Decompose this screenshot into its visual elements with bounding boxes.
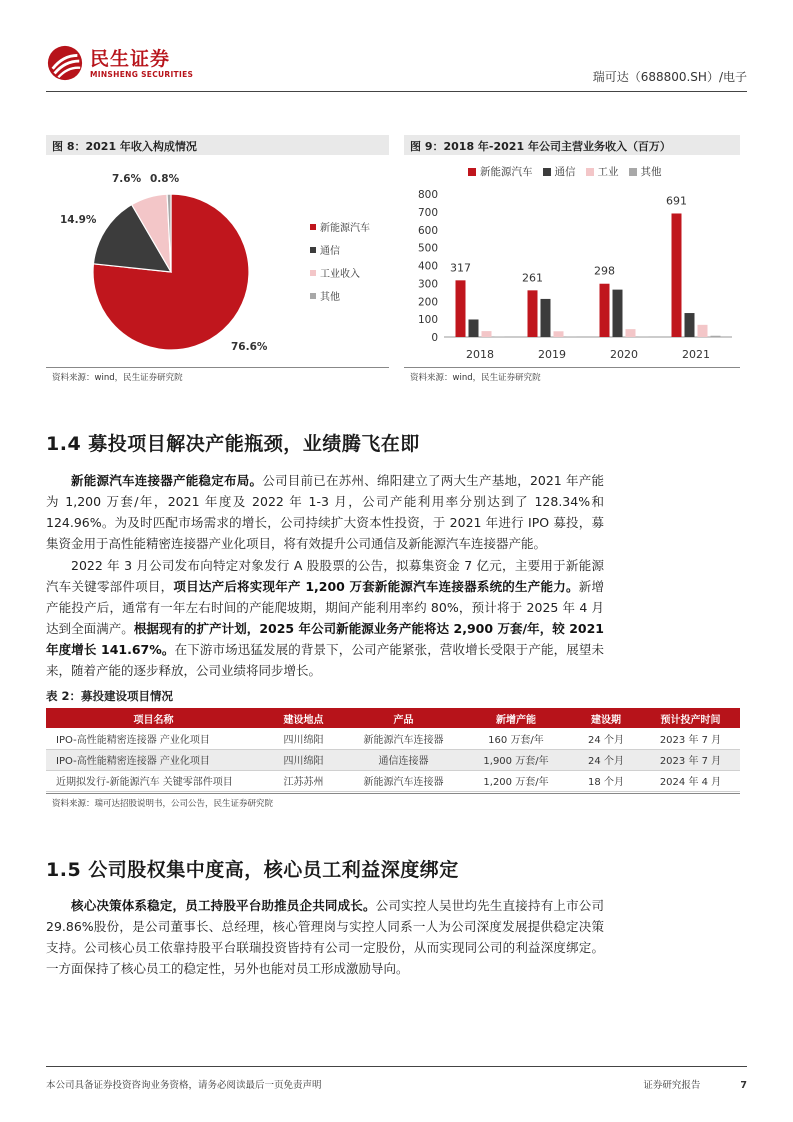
section-1-5-paragraph-1 <box>46 895 604 979</box>
page-header <box>46 38 747 92</box>
bar-data-label: 317 <box>450 261 471 275</box>
table-cell: 通信连接器 <box>346 749 461 770</box>
bar-data-label: 691 <box>666 194 687 208</box>
projects-table <box>46 708 740 792</box>
bar-data-label: 298 <box>594 264 615 278</box>
bar-legend-item: 通信 <box>543 164 576 179</box>
section-1-5-title: 1.5 公司股权集中度高，核心员工利益深度绑定 <box>46 859 459 881</box>
stock-tag: 瑞可达（688800.SH）/电子 <box>592 70 747 84</box>
pie-legend <box>310 215 370 307</box>
table-header-cell: 新增产能 <box>461 708 571 728</box>
minsheng-logo-icon <box>46 44 84 82</box>
pie-label-industrial: 7.6% <box>112 173 142 185</box>
y-tick-label: 800 <box>417 189 438 201</box>
figure8-rule <box>46 367 389 368</box>
table-cell: 24 个月 <box>571 728 641 749</box>
table-row <box>46 749 740 770</box>
table-cell: 2023 年 7 月 <box>641 749 740 770</box>
pie-legend-item: 新能源汽车 <box>310 215 370 238</box>
table2-rule <box>46 793 740 794</box>
paragraph-lead: 核心决策体系稳定，员工持股平台助推员企共同成长。 <box>71 898 376 913</box>
section-1-4-paragraph-1 <box>46 470 604 554</box>
figure8-source: 资料来源：wind，民生证券研究院 <box>52 373 183 383</box>
pie-legend-item: 其他 <box>310 284 370 307</box>
section-1-4-title: 1.4 募投项目解决产能瓶颈，业绩腾飞在即 <box>46 433 420 455</box>
table-cell: 1,200 万套/年 <box>461 770 571 791</box>
bar <box>456 280 466 337</box>
table-cell: 18 个月 <box>571 770 641 791</box>
bar <box>469 319 479 337</box>
page-footer <box>46 1066 747 1091</box>
paragraph-emphasis: 项目达产后将实现年产 1,200 万套新能源汽车连接器系统的生产能力。 <box>173 579 579 594</box>
y-tick-label: 700 <box>417 206 438 219</box>
table-header-cell: 建设期 <box>571 708 641 728</box>
table-cell: 四川绵阳 <box>261 749 346 770</box>
bar-data-label: 261 <box>522 271 543 285</box>
table-header-cell: 项目名称 <box>46 708 261 728</box>
paragraph-lead: 新能源汽车连接器产能稳定布局。 <box>71 473 263 488</box>
bar <box>567 336 577 337</box>
y-tick-label: 300 <box>417 278 438 291</box>
bar <box>554 331 564 337</box>
table-header-cell: 预计投产时间 <box>641 708 740 728</box>
logo-name-en: MINSHENG SECURITIES <box>90 70 194 79</box>
paragraph-text: 公司实控人吴世均先生直接持有上市公司 29.86%股份，是公司董事长、总经理，核心管理岗与实控人同系一人为公司深度发展提供稳定决策支持。公司核心员工依靠持股平台联瑞投资皆持有公司一定股份，从而实现同公司的利益深度绑定。一方面保持了核心员工的稳定性，另外也能对员工形成激励导向。 <box>46 898 604 976</box>
pie-legend-item: 工业收入 <box>310 261 370 284</box>
bar-chart <box>404 180 740 365</box>
table-cell: 四川绵阳 <box>261 728 346 749</box>
figure9-source: 资料来源：wind，民生证券研究院 <box>410 373 541 383</box>
y-tick-label: 400 <box>417 260 438 273</box>
bar <box>626 329 636 337</box>
y-tick-label: 200 <box>417 296 438 309</box>
bar <box>711 336 721 337</box>
x-tick-label: 2021 <box>682 348 710 361</box>
bar-legend-item: 工业 <box>586 164 619 179</box>
logo-name-cn: 民生证券 <box>90 48 171 70</box>
y-tick-label: 500 <box>417 242 438 255</box>
figure9-title: 图 9：2018 年-2021 年公司主营业务收入（百万） <box>404 135 740 155</box>
pie-legend-item: 通信 <box>310 238 370 261</box>
table-cell: 2023 年 7 月 <box>641 728 740 749</box>
bar-legend <box>468 164 662 179</box>
bar <box>541 299 551 337</box>
table-cell: 江苏苏州 <box>261 770 346 791</box>
bar <box>600 284 610 337</box>
figure8-title: 图 8：2021 年收入构成情况 <box>46 135 389 155</box>
paragraph-text: 公司目前已在苏州、绵阳建立了两大生产基地，2021 年产能为 1,200 万套/年，2021 年度及 2022 年 1-3 月，公司产能利用率分别达到了 128.34%和 124.96%。为及时匹配市场需求的增长，公司持续扩大资本性投资，于 2021 年进行 IPO 募投，募集资金用于高性能精密连接器产业化项目，将有效提升公司通信及新能源汽车连接器产能。 <box>46 473 604 551</box>
table-header-row <box>46 708 740 728</box>
page-number: 7 <box>740 1080 747 1091</box>
footer-disclaimer: 本公司具备证券投资咨询业务资格，请务必阅读最后一页免责声明 <box>46 1080 322 1091</box>
section-1-4-paragraph-2 <box>46 555 604 681</box>
table-cell: 24 个月 <box>571 749 641 770</box>
paragraph-text: 新增产能投产后，通常有一年左右时间的产能爬坡期，期间产能利用率约 80%，预计将于 2025 年 4 月达到全面满产。 <box>46 579 604 636</box>
footer-right <box>643 1077 747 1091</box>
x-tick-label: 2020 <box>610 348 638 361</box>
bar <box>685 313 695 337</box>
pie-label-telecom: 14.9% <box>60 214 97 226</box>
bar <box>613 290 623 337</box>
table-header-cell: 产品 <box>346 708 461 728</box>
footer-report-type: 证券研究报告 <box>643 1080 701 1091</box>
table-cell: 近期拟发行-新能源汽车 关键零部件项目 <box>46 770 261 791</box>
paragraph-emphasis: 根据现有的扩产计划，2025 年公司新能源业务产能将达 2,900 万套/年，较 2021 年度增长 141.67%。 <box>46 621 604 657</box>
table-cell: 新能源汽车连接器 <box>346 728 461 749</box>
bar-legend-item: 新能源汽车 <box>468 164 533 179</box>
pie-label-other: 0.8% <box>150 173 180 185</box>
table-row <box>46 728 740 749</box>
table-cell: IPO-高性能精密连接器 产业化项目 <box>46 749 261 770</box>
table2-source: 资料来源：瑞可达招股说明书，公司公告，民生证券研究院 <box>52 799 274 809</box>
bar <box>482 331 492 337</box>
paragraph-text: 在下游市场迅猛发展的背景下，公司产能紧张，营收增长受限于产能，展望未来，随着产能的逐步释放，公司业绩将同步增长。 <box>46 642 604 678</box>
table2-title: 表 2：募投建设项目情况 <box>46 689 174 703</box>
bar <box>528 290 538 337</box>
x-tick-label: 2019 <box>538 348 566 361</box>
table-cell: IPO-高性能精密连接器 产业化项目 <box>46 728 261 749</box>
pie-label-nev: 76.6% <box>231 341 268 353</box>
table-cell: 1,900 万套/年 <box>461 749 571 770</box>
table-header-cell: 建设地点 <box>261 708 346 728</box>
table-cell: 新能源汽车连接器 <box>346 770 461 791</box>
table-cell: 160 万套/年 <box>461 728 571 749</box>
y-tick-label: 600 <box>417 224 438 237</box>
paragraph-text: 2022 年 3 月公司发布向特定对象发行 A 股股票的公告，拟募集资金 7 亿元，主要用于新能源汽车关键零部件项目， <box>46 558 604 594</box>
y-tick-label: 100 <box>417 314 438 327</box>
bar <box>672 213 682 337</box>
figure9-rule <box>404 367 740 368</box>
x-tick-label: 2018 <box>466 348 494 361</box>
bar-legend-item: 其他 <box>629 164 662 179</box>
bar <box>639 336 649 337</box>
bar <box>698 325 708 337</box>
table-row <box>46 770 740 791</box>
y-tick-label: 0 <box>431 332 438 344</box>
table-cell: 2024 年 4 月 <box>641 770 740 791</box>
